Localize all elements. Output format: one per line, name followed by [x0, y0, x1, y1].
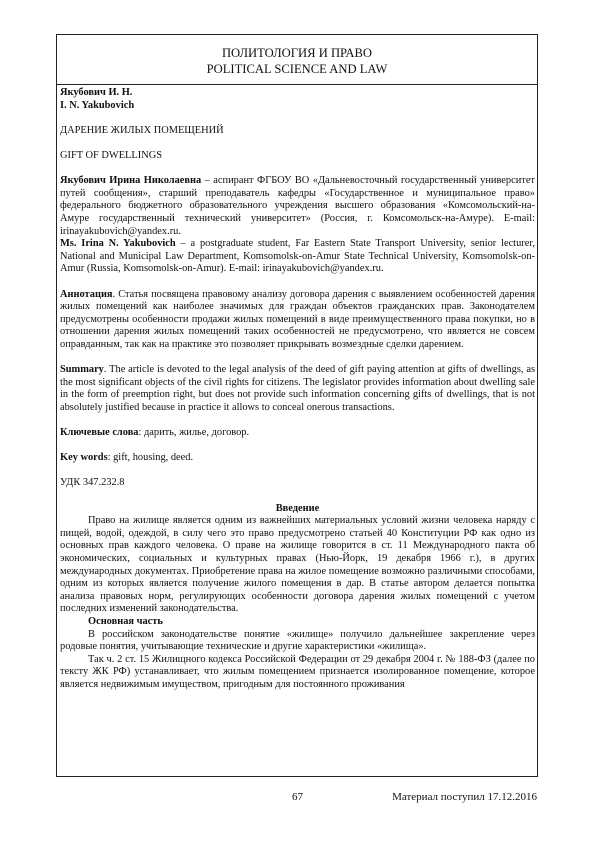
keywords-ru-text: : дарить, жилье, договор.: [138, 427, 250, 439]
udc-code: УДК 347.232.8: [60, 477, 125, 489]
author-info-en-text: – a postgraduate student, Far Eastern State Transport University, senior lecturer, National and Municipal Law Department, Komsomolsk-on-Amur State Technical University, Komsomolsk-on-Amur (Russia, Komsomolsk-on-Amur). E-mail: irinayakubovich@yandex.ru.: [60, 238, 535, 275]
article-title-ru: ДАРЕНИЕ ЖИЛЫХ ПОМЕЩЕНИЙ: [60, 124, 224, 136]
keywords-en-text: : gift, housing, deed.: [107, 452, 194, 464]
article-content: [57, 85, 537, 692]
author-info-ru: [60, 175, 535, 238]
keywords-ru: [60, 427, 535, 440]
intro-paragraph: Право на жилище является одним из важнейших материальных условий жизни человека наряду с пищей, водой, одеждой, в силу чего это право предусмотрено статьей 40 Конституции РФ как одно из основных прав каждого человека. О праве на жилище говорится в ст. 11 Международного пакта об экономических, социальных и культурных правах (Нью-Йорк, 19 декабря 1966 г.), в других международных документах. Приобретение права на жилое помещение возможно различными способами, одним из которых является получение жилого помещения в дар. В статье автором делается попытка анализа правовых норм, регулирующих особенности договора дарения жилых помещений с учетом последних изменений законодательства.: [60, 515, 535, 615]
author-info-ru-name: Якубович Ирина Николаевна: [60, 175, 202, 187]
main-paragraph-1: В российском законодательстве понятие «жилище» получило дальнейшее закрепление через родовые понятия, учитывающие технические и другие характеристики «жилища».: [60, 628, 535, 653]
keywords-en-label: Key words: [60, 452, 108, 464]
author-info-en: [60, 238, 535, 276]
author-en: I. N. Yakubovich: [60, 99, 135, 111]
section-title-en: POLITICAL SCIENCE AND LAW: [206, 62, 388, 76]
abstract-ru: [60, 289, 535, 352]
author-info-ru-text: – аспирант ФГБОУ ВО «Дальневосточный государственный университет путей сообщения», старший преподаватель кафедры «Государственное и муниципальное право» федерального бюджетного образовательного учреждения высшего образования «Комсомольский-на-Амуре государственный технический университет» (Россия, г. Комсомольск-на-Амуре). E-mail: irinayakubovich@yandex.ru.: [60, 175, 535, 237]
abstract-ru-text: . Статья посвящена правовому анализу договора дарения с выявлением особенностей дарения жилых помещений как наиболее значимых для граждан объектов гражданских прав. Законодателем предусмотрены особенности продажи жилых помещений в виде преимущественного права покупки, но в отношении дарения жилых помещений таких особенностей не предусмотрено, что является не совсем оправданным, так как на практике это позволяет прикрывать возмездные сделки дарением.: [60, 288, 535, 350]
page-frame: [56, 34, 538, 777]
page-number: 67: [292, 791, 303, 803]
abstract-ru-label: Аннотация: [60, 288, 113, 300]
keywords-ru-label: Ключевые слова: [60, 427, 139, 439]
journal-section-header: [57, 35, 537, 85]
main-heading: Основная часть: [88, 615, 163, 627]
author-info-en-name: Ms. Irina N. Yakubovich: [60, 238, 176, 250]
author-ru: Якубович И. Н.: [60, 87, 133, 98]
keywords-en: [60, 452, 535, 465]
received-date: Материал поступил 17.12.2016: [392, 791, 537, 803]
abstract-en: [60, 364, 535, 414]
main-paragraph-2: Так ч. 2 ст. 15 Жилищного кодекса Российской Федерации от 29 декабря 2004 г. № 188-ФЗ (далее по тексту ЖК РФ) устанавливает, что жилым помещением признается изолированное помещение, которое является недвижимым имуществом, пригодным для постоянного проживания: [60, 653, 535, 690]
abstract-en-label: Summary: [60, 364, 104, 376]
intro-heading: Введение: [275, 502, 320, 514]
abstract-en-text: . The article is devoted to the legal analysis of the deed of gift paying attention at gifts of dwellings, as the most significant objects of the civil rights for citizens. The legislator provides information about dwelling sale in the form of preemption right, but does not provide such information concerning gifts of dwellings, that is not absolutely justified because in practice it allows to conceal onerous transactions.: [60, 364, 535, 413]
article-title-en: GIFT OF DWELLINGS: [60, 149, 162, 161]
section-title-ru: ПОЛИТОЛОГИЯ И ПРАВО: [221, 46, 373, 60]
